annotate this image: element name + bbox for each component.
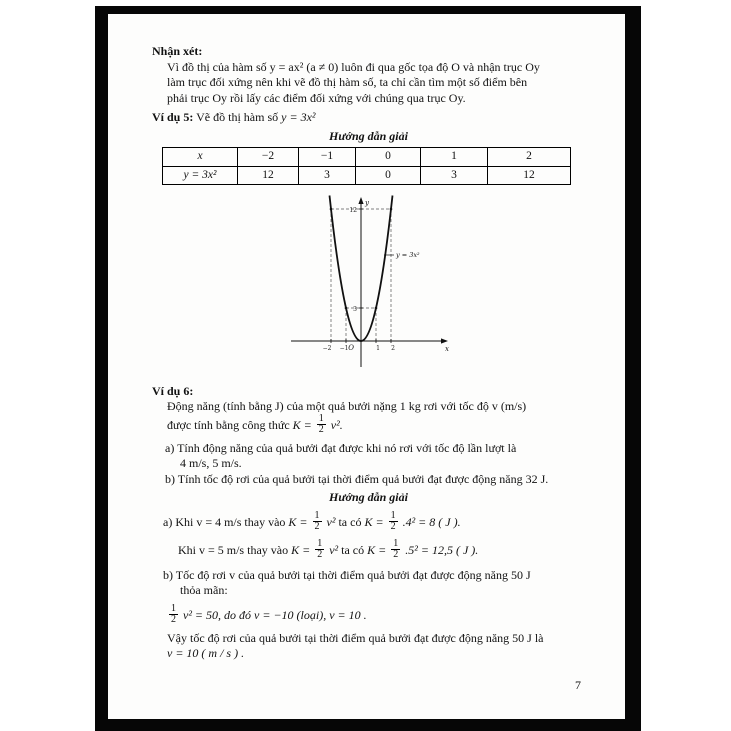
fraction-numerator: 1	[393, 537, 399, 549]
example5-label: Ví dụ 5:	[152, 110, 194, 124]
sol-a1-k2: K =	[364, 514, 384, 529]
curve-label: y = 3x²	[395, 251, 420, 259]
cell-x0: −2	[238, 148, 299, 167]
fraction-one-half	[317, 414, 326, 436]
example6-item-b: b) Tính tốc độ rơi của quả bưởi tại thời điểm quả bưởi đạt được động năng 32 J.	[165, 471, 549, 486]
example5-text: Vẽ đồ thị hàm số	[196, 110, 279, 124]
x-axis-label: x	[444, 345, 449, 353]
cell-var-x: x	[163, 148, 238, 167]
fraction-one-half	[389, 511, 398, 533]
example6-heading: Ví dụ 6:	[152, 383, 194, 398]
solution-b-line-2: thỏa mãn:	[180, 583, 228, 597]
intro-formula-rhs: v².	[330, 417, 343, 432]
cell-x1: −1	[299, 148, 356, 167]
remark-line-1: Vì đồ thị của hàm số y = ax² (a ≠ 0) luôn đi qua gốc tọa độ O và nhận trục Oy	[167, 59, 540, 74]
document-page	[108, 14, 625, 719]
solution-b-line-1: b) Tốc độ rơi v của quả bưởi tại thời điểm quả bưởi đạt được động năng 50 J	[163, 567, 531, 582]
remark-line-2: làm trục đối xứng nên khi vẽ đồ thị hàm số, ta chỉ cần tìm một số điểm bên	[167, 75, 528, 89]
x-tick-label-1: 1	[375, 345, 380, 352]
x-axis-arrow	[441, 338, 448, 343]
solution-a-line-1	[163, 509, 585, 534]
fraction-denominator: 2	[393, 549, 399, 560]
fraction-numerator: 1	[390, 509, 396, 521]
sol-a2-text-1: Khi v = 5 m/s thay vào	[178, 542, 289, 557]
page-number: 7	[575, 677, 581, 692]
example6-intro-line-1: Động năng (tính bằng J) của một quả bưởi nặng 1 kg rơi với tốc độ v (m/s)	[167, 399, 527, 413]
cell-y3: 3	[421, 166, 488, 185]
sol-a1-k1: K =	[288, 514, 308, 529]
origin-label: O	[347, 344, 354, 352]
conclusion-line-1: Vậy tốc độ rơi của quả bưởi tại thời điểm quả bưởi đạt được động năng 50 J là	[167, 630, 544, 645]
example6-item-a-line-2: 4 m/s, 5 m/s.	[180, 456, 242, 470]
fraction-numerator: 1	[314, 509, 320, 521]
point-1-3	[374, 307, 377, 310]
solution-b-equation	[167, 602, 585, 627]
remark-heading: Nhận xét:	[152, 44, 203, 58]
sol-a1-tail: .4² = 8 ( J ).	[402, 514, 461, 529]
remark-line-3: phải trục Oy rồi lấy các điểm đối xứng với chúng qua trục Oy.	[167, 90, 466, 105]
sol-a2-v2: v²	[329, 542, 339, 557]
table-row-y	[163, 166, 571, 185]
sol-a2-k2: K =	[367, 542, 387, 557]
intro-formula-text: được tính bằng công thức	[167, 417, 290, 432]
x-tick-label-2: 2	[390, 345, 395, 352]
cell-x3: 1	[421, 148, 488, 167]
cell-y1: 3	[299, 166, 356, 185]
example5-formula: y = 3x²	[281, 110, 316, 124]
fraction-denominator: 2	[390, 521, 396, 532]
sol-a1-text-2: ta có	[338, 514, 362, 529]
table-row-x	[163, 148, 571, 167]
point-neg2-12	[329, 208, 332, 211]
example6-intro-line-2	[167, 412, 585, 437]
intro-formula-lhs: K =	[292, 417, 312, 432]
sol-a2-text-2: ta có	[341, 542, 365, 557]
parabola-graph	[152, 193, 585, 378]
fraction-one-half	[169, 604, 178, 626]
fraction-numerator: 1	[317, 537, 323, 549]
fraction-one-half	[391, 539, 400, 561]
sol-a2-tail: .5² = 12,5 ( J ).	[405, 542, 479, 557]
y-tick-label-3: 3	[352, 306, 357, 313]
y-tick-label-12: 12	[348, 207, 357, 214]
fraction-numerator: 1	[171, 602, 176, 614]
sol-a1-v2: v²	[326, 514, 336, 529]
conclusion-line-2: v = 10 ( m / s ) .	[167, 646, 245, 660]
example5-solution-heading: Hướng dẫn giải	[329, 128, 408, 143]
parabola-svg	[283, 193, 455, 373]
cell-x2: 0	[356, 148, 421, 167]
example6-item-a-line-1: a) Tính động năng của quả bưởi đạt được khi nó rơi với tốc độ lần lượt là	[165, 440, 517, 455]
cell-y2: 0	[356, 166, 421, 185]
book-photo-frame	[95, 6, 641, 731]
fraction-denominator: 2	[318, 424, 324, 435]
y-axis-label: y	[364, 199, 369, 207]
value-table	[162, 147, 571, 185]
example5-statement	[152, 110, 585, 126]
sol-a1-text-1: a) Khi v = 4 m/s thay vào	[163, 514, 286, 529]
point-2-12	[389, 208, 392, 211]
cell-x4: 2	[488, 148, 571, 167]
fraction-denominator: 2	[314, 521, 320, 532]
sol-a2-k1: K =	[291, 542, 311, 557]
cell-y4: 12	[488, 166, 571, 185]
fraction-numerator: 1	[318, 412, 324, 424]
sol-b-eq-tail: v² = 50, do đó v = −10 (loại), v = 10 .	[183, 607, 367, 622]
solution-a-line-2	[178, 537, 585, 562]
x-tick-label-neg1: −1	[339, 345, 348, 352]
cell-func-label: y = 3x²	[163, 166, 238, 185]
fraction-one-half	[315, 539, 324, 561]
point-neg1-3	[344, 307, 347, 310]
cell-y0: 12	[238, 166, 299, 185]
fraction-denominator: 2	[317, 549, 323, 560]
fraction-one-half	[313, 511, 322, 533]
fraction-denominator: 2	[171, 614, 176, 625]
example6-solution-heading: Hướng dẫn giải	[329, 490, 408, 504]
y-axis-arrow	[358, 197, 363, 204]
x-tick-label-neg2: −2	[322, 345, 331, 352]
